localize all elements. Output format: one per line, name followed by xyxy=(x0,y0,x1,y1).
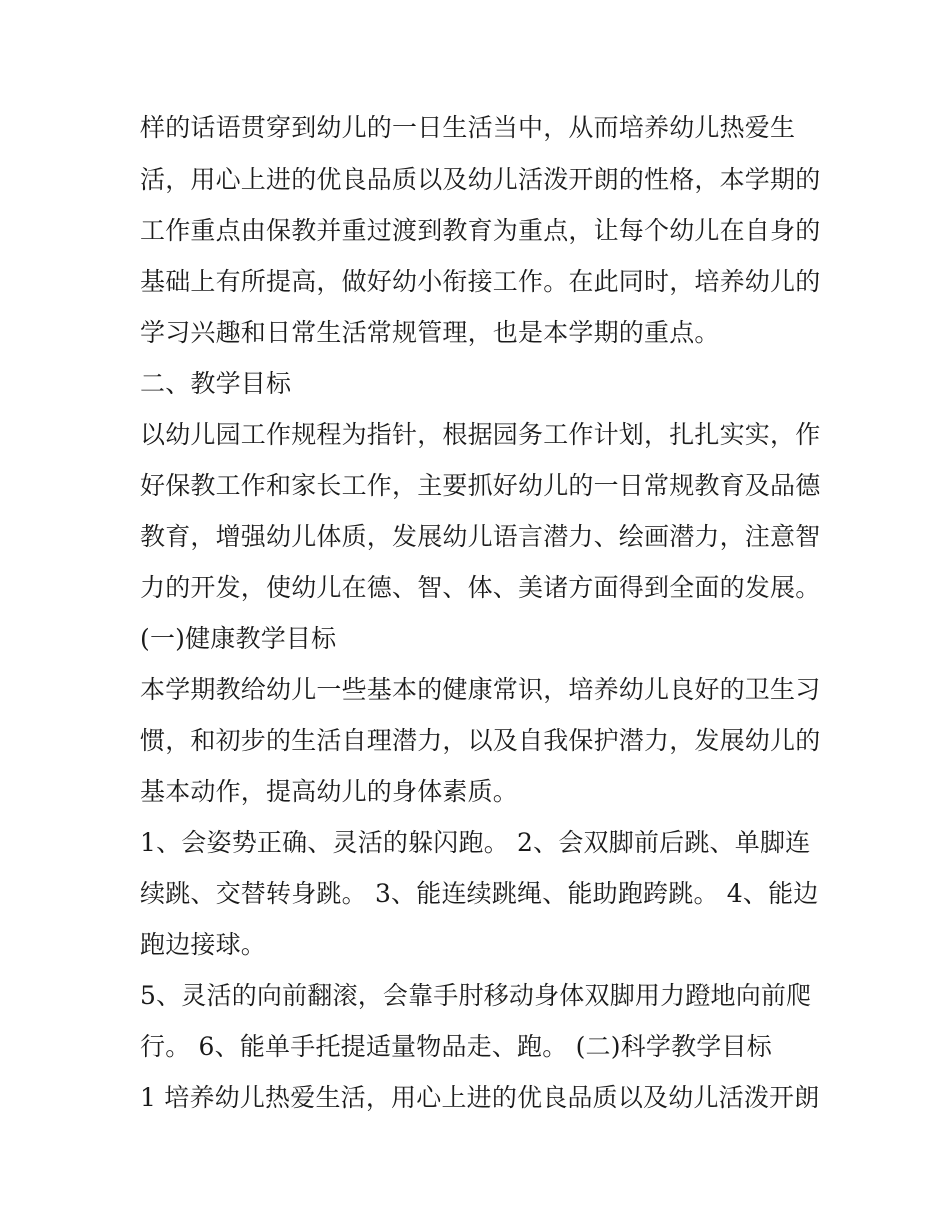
paragraph-line: 工作重点由保教并重过渡到教育为重点，让每个幼儿在自身的 xyxy=(140,216,821,245)
subsection-heading: (一)健康教学目标 xyxy=(140,624,337,653)
paragraph-line: 基本动作，提高幼儿的身体素质。 xyxy=(140,777,519,806)
paragraph-line: 本学期教给幼儿一些基本的健康常识，培养幼儿良好的卫生习 xyxy=(140,675,821,704)
paragraph-line: 样的话语贯穿到幼儿的一日生活当中，从而培养幼儿热爱生 xyxy=(140,113,796,142)
paragraph-line: 基础上有所提高，做好幼小衔接工作。在此同时，培养幼儿的 xyxy=(140,267,821,296)
paragraph-line: 以幼儿园工作规程为指针，根据园务工作计划，扎扎实实，作 xyxy=(140,420,821,449)
paragraph-line: 跑边接球。 xyxy=(140,930,267,959)
paragraph-line: 力的开发，使幼儿在德、智、体、美诸方面得到全面的发展。 xyxy=(140,573,821,602)
paragraph-line: 5、灵活的向前翻滚，会靠手肘移动身体双脚用力蹬地向前爬 xyxy=(140,981,812,1010)
paragraph-line: 好保教工作和家长工作，主要抓好幼儿的一日常规教育及品德 xyxy=(140,471,821,500)
paragraph-line: 活，用心上进的优良品质以及幼儿活泼开朗的性格，本学期的 xyxy=(140,165,821,194)
section-heading: 二、教学目标 xyxy=(140,369,292,398)
paragraph-line: 1 培养幼儿热爱生活，用心上进的优良品质以及幼儿活泼开朗 xyxy=(140,1083,820,1112)
paragraph-line: 学习兴趣和日常生活常规管理，也是本学期的重点。 xyxy=(140,318,720,347)
paragraph-line: 教育，增强幼儿体质，发展幼儿语言潜力、绘画潜力，注意智 xyxy=(140,522,821,551)
paragraph-line: 行。 6、能单手托提适量物品走、跑。 (二)科学教学目标 xyxy=(140,1032,772,1061)
paragraph-line: 惯，和初步的生活自理潜力，以及自我保护潜力，发展幼儿的 xyxy=(140,726,821,755)
paragraph-line: 1、会姿势正确、灵活的躲闪跑。 2、会双脚前后跳、单脚连 xyxy=(140,828,811,857)
paragraph-line: 续跳、交替转身跳。 3、能连续跳绳、能助跑跨跳。 4、能边 xyxy=(140,879,819,908)
